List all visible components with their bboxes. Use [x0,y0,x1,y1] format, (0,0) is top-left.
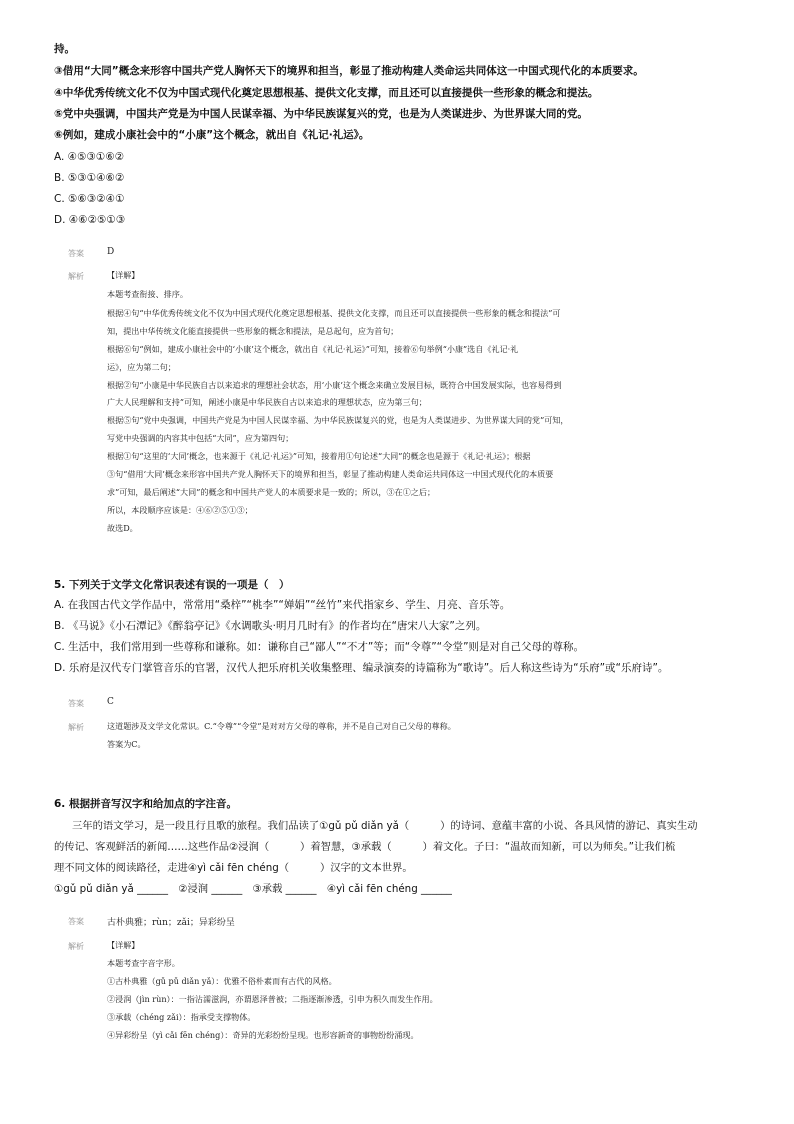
q5-explain-label: 解析 [68,723,84,732]
q4-answer-label: 答案 [68,249,84,258]
q6-answer-value: 古朴典雅；rùn；zǎi；异彩纷呈 [107,918,235,928]
q4-line-3: ⑤党中央强调，中国共产党是为中国人民谋幸福、为中华民族谋复兴的党，也是为人类谋进步、为世界谋大同的党。 [54,108,588,120]
q4-explain-line: 根据②句“小康是中华民族自古以来追求的理想社会状态，用‘小康’这个概念来确立发展目标，既符合中国发展实际，也容易得到 [107,380,562,390]
q4-explain-line: 根据①句“这里的‘大同’概念，也来源于《礼记·礼运》”可知，接着用①句论述“大同”的概念也是源于《礼记·礼运》；根据 [107,451,531,461]
q5-option-a: A. 在我国古代文学作品中，常常用“桑梓”“桃李”“婵娟”“丝竹”来代指家乡、学生、月亮、音乐等。 [54,599,511,611]
q5-answer-label: 答案 [68,699,84,708]
q6-explain-line: 本题考查字音字形。 [107,958,180,968]
q6-explain-line: 【详解】 [107,940,140,950]
q4-explain-line: 根据⑥句“例如，建成小康社会中的‘小康’这个概念，就出自《礼记·礼运》”可知，接着⑥句举例“小康”选自《礼记·礼 [107,344,519,354]
q5-answer-value: C [107,697,114,707]
q4-explain-line: 故选D。 [107,523,138,533]
q4-explain-line: 所以，本段顺序应该是：④⑥②⑤①③； [107,505,253,515]
q4-option-b: B. ⑤③①④⑥② [54,172,125,184]
q6-title: 6. 根据拼音写汉字和给加点的字注音。 [54,798,237,810]
q4-explain-line: 广大人民理解和支持”可知，阐述小康是中华民族自古以来追求的理想状态，应为第三句； [107,397,427,407]
q4-line-1: ③借用“大同”概念来形容中国共产党人胸怀天下的境界和担当，彰显了推动构建人类命运共同体这一中国式现代化的本质要求。 [54,65,644,77]
q6-passage-line: 三年的语文学习，是一段且行且歌的旅程。我们品读了①gǔ pǔ diǎn yǎ（ ）的诗词、意蕴丰富的小说、各具风情的游记、真实生动 [72,820,698,832]
q4-explain-line: 【详解】 [107,270,140,280]
q5-option-d: D. 乐府是汉代专门掌管音乐的官署，汉代人把乐府机关收集整理、编录演奏的诗篇称为“歌诗”。后人称这些诗为“乐府”或“乐府诗”。 [54,662,669,674]
q4-explain-line: ③句“借用‘大同’概念来形容中国共产党人胸怀天下的境界和担当，彰显了推动构建人类命运共同体这一中国式现代化的本质要 [107,469,554,479]
q6-passage-line: 理不同文体的阅读路径，走进④yì cǎi fēn chéng（ ）汉字的文本世界。 [54,862,413,874]
q6-explain-label: 解析 [68,942,84,951]
q5-explain-line: 这道题涉及文学文化常识。C.“令尊”“令堂”是对对方父母的尊称，并不是自己对自己父母的尊称。 [107,721,456,731]
q4-explain-line: 求”可知，最后阐述“大同”的概念和中国共产党人的本质要求是一致的；所以，③在①之后； [107,487,436,497]
q4-option-a: A. ④⑤③①⑥② [54,151,125,163]
q4-explain-line: 根据④句“中华优秀传统文化不仅为中国式现代化奠定思想根基、提供文化支撑，而且还可以直接提供一些形象的概念和提法”可 [107,308,561,318]
q6-passage-line: 的传记、客观鲜活的新闻……这些作品②浸润（ ）着智慧，③承载（ ）着文化。子曰：“温故而知新，可以为师矣。”让我们梳 [54,841,676,853]
q4-explain-line: 知，提出中华传统文化能直接提供一些形象的概念和提法，是总起句，应为首句； [107,326,399,336]
q6-explain-line: ③承载（chéng zǎi）：指承受支撑物体。 [107,1012,256,1022]
q4-explain-line: 本题考查衔接、排序。 [107,289,188,299]
q6-explain-line: ④异彩纷呈（yì cǎi fēn chéng）：奇异的光彩纷纷呈现。也形容新奇的事物纷纷涌现。 [107,1030,419,1040]
q5-option-b: B. 《马说》《小石潭记》《醉翁亭记》《水调歌头·明月几时有》的作者均在“唐宋八大家”之列。 [54,620,487,632]
q6-explain-line: ②浸润（jìn rùn）：一指沾濡滋润，亦谓恩泽普被；二指逐渐渗透，引申为积久而发生作用。 [107,994,438,1004]
q5-explain-line: 答案为C。 [107,739,146,749]
q4-explain-line: 根据⑤句“党中央强调，中国共产党是为中国人民谋幸福、为中华民族谋复兴的党，也是为人类谋进步、为世界谋大同的党”可知， [107,415,569,425]
q4-line-4: ⑥例如，建成小康社会中的“小康”这个概念，就出自《礼记·礼运》。 [54,129,370,141]
q6-explain-line: ①古朴典雅（gǔ pǔ diǎn yǎ）：优雅不俗朴素而有古代的风格。 [107,976,337,986]
q4-option-d: D. ④⑥②⑤①③ [54,214,126,226]
q4-explain-label: 解析 [68,272,84,281]
q4-line-2: ④中华优秀传统文化不仅为中国式现代化奠定思想根基、提供文化支撑，而且还可以直接提供一些形象的概念和提法。 [54,87,599,99]
q6-blanks-line: ①gǔ pǔ diǎn yǎ ______ ②浸润 ______ ③承载 ______ ④yì cǎi fēn chéng ______ [54,883,452,895]
q4-answer-value: D [107,247,115,257]
q4-explain-line: 写党中央强调的内容其中包括“大同”，应为第四句； [107,433,294,443]
q5-title: 5. 下列关于文学文化常识表述有误的一项是（ ） [54,579,290,591]
q4-option-c: C. ⑤⑥③②④① [54,193,125,205]
q4-explain-line: 运》，应为第二句； [107,362,176,372]
q4-line-0: 持。 [54,43,75,55]
q6-answer-label: 答案 [68,917,84,926]
q5-option-c: C. 生活中，我们常用到一些尊称和谦称。如：谦称自己“鄙人”“不才”等；而“令尊”“令堂”则是对自己父母的尊称。 [54,641,585,653]
